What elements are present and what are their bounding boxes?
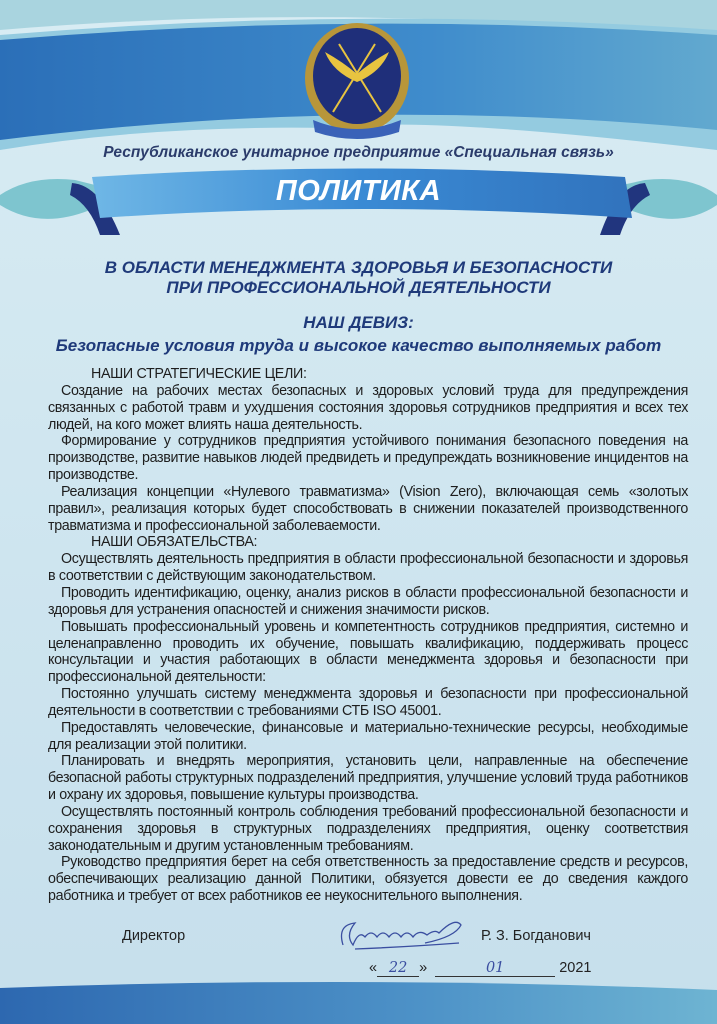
obligations-heading: НАШИ ОБЯЗАТЕЛЬСТВА: <box>91 534 258 551</box>
obligation-item: Осуществлять деятельность предприятия в области профессиональной безопасности и здоровья в соответствии с действующим законодательством. <box>48 551 688 585</box>
obligation-item: Постоянно улучшать систему менеджмента здоровья и безопасности при профессиональной деятельности в соответствии с требованиями СТБ ISO 45001. <box>48 686 688 719</box>
date-year: 2021 <box>559 960 592 976</box>
date-day: 22 <box>377 960 419 977</box>
handwritten-signature <box>335 915 465 955</box>
date-quote-open: « <box>369 960 378 976</box>
goals-heading: НАШИ СТРАТЕГИЧЕСКИЕ ЦЕЛИ: <box>91 366 307 382</box>
motto-text: Безопасные условия труда и высокое качество выполняемых работ <box>55 336 662 355</box>
policy-body <box>48 366 688 905</box>
obligation-item: Руководство предприятия берет на себя ответственность за предоставление средств и ресурсов, обеспечивающих реализацию данной Политики, обязуется довести ее до сведения каждого работника и требует от всех работников ее неукоснительного выполнения. <box>48 854 688 905</box>
organization-name: Республиканское унитарное предприятие «Специальная связь» <box>103 144 614 161</box>
goal-item: Реализация концепции «Нулевого травматизма» (Vision Zero), включающая семь «золотых правил», реализация которых будет способствовать в снижении показателей производственного травматизма и профессиональной заболеваемости. <box>48 483 688 534</box>
signature-date <box>369 960 591 977</box>
subtitle-line-2: ПРИ ПРОФЕССИОНАЛЬНОЙ ДЕЯТЕЛЬНОСТИ <box>166 278 551 297</box>
date-month: 01 <box>435 960 555 977</box>
policy-subtitle <box>0 258 717 298</box>
organization-emblem-logo <box>303 22 411 144</box>
subtitle-line-1: В ОБЛАСТИ МЕНЕДЖМЕНТА ЗДОРОВЬЯ И БЕЗОПАСНОСТИ <box>104 258 613 277</box>
obligation-item: Планировать и внедрять мероприятия, установить цели, направленные на обеспечение безопасной работы структурных подразделений предприятия, улучшение условий труда работников и охрану их здоровья, повышение культуры производства. <box>48 753 688 804</box>
obligation-item: Проводить идентификацию, оценку, анализ рисков в области профессиональной безопасности и здоровья для устранения опасностей и снижения значимости рисков. <box>48 584 688 618</box>
goal-item: Формирование у сотрудников предприятия устойчивого понимания безопасного поведения на производстве, развитие навыков людей предвидеть и предупреждать возникновение инцидентов на производстве. <box>48 433 688 484</box>
signatory-role: Директор <box>122 928 186 944</box>
date-quote-close: » <box>419 960 428 976</box>
obligation-item: Предоставлять человеческие, финансовые и материально-технические ресурсы, необходимые для реализации этой политики. <box>48 719 688 753</box>
motto-heading: НАШ ДЕВИЗ: <box>303 313 414 332</box>
signatory-name: Р. З. Богданович <box>481 928 591 944</box>
goal-item: Создание на рабочих местах безопасных и здоровых условий труда для предупреждения связанных с работой травм и ухудшения состояния здоровья сотрудников предприятия и всех тех людей, на кого может влиять наша деятельность. <box>48 382 688 433</box>
obligation-item: Повышать профессиональный уровень и компетентность сотрудников предприятия, системно и целенаправленно проводить их обучение, повышать квалификацию, поддерживать процесс консультации и участия работающих в области менеджмента здоровья и безопасности при профессиональной деятельности: <box>48 618 688 686</box>
document-title: ПОЛИТИКА <box>275 175 442 207</box>
obligation-item: Осуществлять постоянный контроль соблюдения требований профессиональной безопасности и сохранения здоровья в структурных подразделениях предприятия, оценку соответствия законодательным и другим установленным требованиям. <box>48 803 688 854</box>
